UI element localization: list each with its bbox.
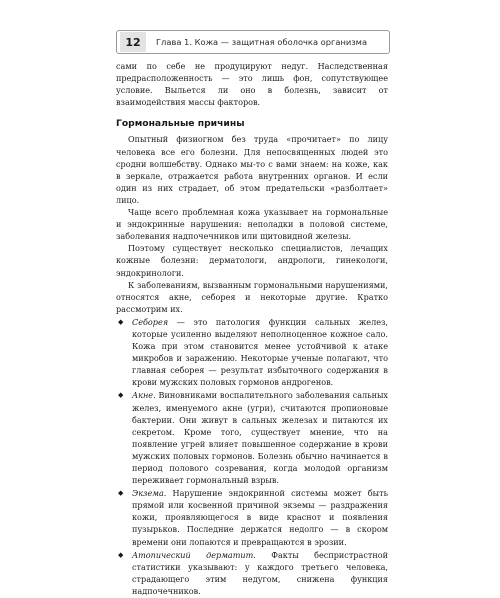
term-definition: . Нарушение эндокринной системы может быть прямой или косвенной причиной экземы — раздражения кожи, проявляющегося в виде краснот и появления пузырьков. Последние держатся недолго — в скором времени они лопаются и превращаются в эрозии.	[132, 488, 388, 547]
chapter-title: Глава 1. Кожа — защитная оболочка организма	[156, 37, 368, 47]
term: Атопический дерматит	[132, 549, 254, 560]
term: Экзема	[132, 488, 164, 499]
paragraph: Чаще всего проблемная кожа указывает на гормональные и эндокринные нарушения: неполадки в половой системе, заболевания надпочечников или щитовидной железы.	[116, 207, 388, 242]
list-item	[116, 389, 388, 486]
section-title: Гормональные причины	[116, 118, 245, 130]
diamond-bullet-icon: ◆	[118, 391, 124, 400]
diamond-bullet-icon: ◆	[118, 489, 124, 498]
page-body	[116, 60, 388, 598]
page-number: 12	[120, 32, 146, 52]
term-definition: . Виновниками воспалительного заболевания сальных желез, именуемого акне (угри), считаются пропионовые бактерии. Они живут в сальных железах и питаются их секретом. Кроме того, существует мнение, что на появление угрей влияет повышенное содержание в крови мужских половых гормонов. Болезнь обычно начинается в период полового созревания, когда молодой организм переживает гормональный взрыв.	[132, 390, 388, 486]
list-item	[116, 549, 388, 597]
term-definition: — это патология функции сальных желез, которые усиленно выделяют неполноценное кожное сало. Кожа при этом становится менее устойчивой к атаке микробов и заражению. Некоторые ученые полагают, что главная себорея — результат избыточного содержания в крови мужских половых гормонов андрогенов.	[132, 316, 388, 388]
list-item	[116, 316, 388, 389]
page-header	[116, 30, 390, 54]
list-item	[116, 487, 388, 547]
paragraph: К заболеваниям, вызванным гормональными нарушениями, относятся акне, себорея и некоторые другие. Кратко рассмотрим их.	[116, 279, 388, 314]
term: Себорея	[132, 316, 169, 327]
paragraph: Опытный физиогном без труда «прочитает» по лицу человека все его болезни. Для непосвященных людей это сродни волшебству. Однако мы-то с вами знаем: на коже, как в зеркале, отражается работа внутренних органов. И если один из них страдает, об этом предательски «разболтает» лицо.	[116, 134, 388, 205]
diamond-bullet-icon: ◆	[118, 317, 124, 326]
intro-paragraph: сами по себе не продуцируют недуг. Наследственная предрасположенность — это лишь фон, сопутствующее условие. Выльется ли оно в болезнь, зависит от взаимодействия массы факторов.	[116, 61, 388, 108]
diamond-bullet-icon: ◆	[118, 550, 124, 559]
paragraph: Поэтому существует несколько специалистов, лечащих кожные болезни: дерматологи, андрологи, гинекологи, эндокринологи.	[116, 243, 388, 278]
term-definition: . Факты беспристрастной статистики указывают: у каждого третьего человека, страдающего этим недугом, снижена функция надпочечников.	[132, 549, 388, 596]
term: Акне	[132, 390, 154, 401]
bullet-list	[116, 316, 388, 597]
